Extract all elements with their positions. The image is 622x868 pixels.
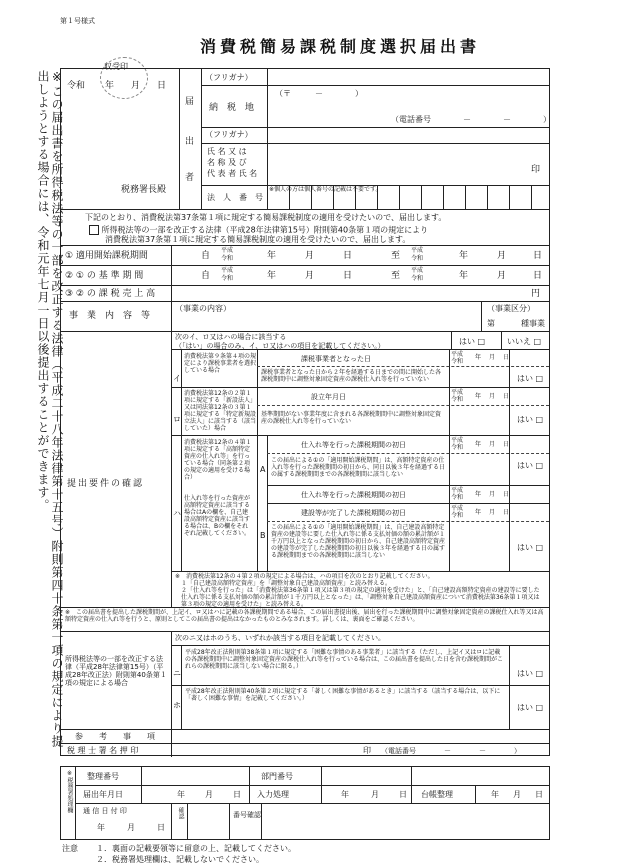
req-note-1: １「自己建設高額特定資産」を「調整対象自己建設高額資産」と読み替える。 [181, 580, 392, 587]
office-bumon: 部門番号 [261, 772, 293, 781]
name-label-2: 名 称 及 び [207, 158, 247, 167]
side-label-3: 者 [185, 173, 195, 183]
req-ha-a1: 仕入れ等を行った課税期間の初日 [301, 441, 406, 449]
business-shu: 種事業 [521, 319, 545, 328]
office-nyuryoku: 入力処理 [257, 790, 289, 799]
submit-date-year: 年 [105, 81, 115, 91]
office-kakunin: 確認 [177, 807, 184, 819]
form-number: 第１号様式 [60, 17, 95, 25]
phone-number[interactable]: （電話番号 － － ） [391, 115, 551, 124]
special-top: 次のニ又はホのうち、いずれか該当する項目を記載してください。 [175, 634, 385, 642]
req-i-reiwa: 令和 [451, 358, 464, 365]
office-use-frame [60, 766, 550, 840]
special-ho-text: 平成28年改正法附則第40条第２項に規定する「著しく困難な事情があるとき」に該当する（該当する場合は、以下に「著しく困難な事情」を記載してください。） [185, 688, 501, 702]
office-nyuryoku-y: 年 [341, 790, 349, 799]
row2-label: ② ① の 基 準 期 間 [65, 271, 144, 281]
req-ha-a1-heisei: 平成 [451, 437, 464, 444]
req-i-m: 月 [489, 354, 496, 361]
req-ha-b2-m: 月 [489, 509, 496, 516]
row1-m-2: 月 [497, 251, 507, 261]
req-i-a: 課税事業者となった日 [301, 355, 371, 363]
req-ha-b1-y: 年 [475, 491, 482, 498]
req-ro-reiwa: 令和 [451, 396, 464, 403]
row2-y-2: 年 [459, 271, 469, 281]
req-note-main: ※ 消費税法第12条の４第２項の規定による場合は、ハの項目を次のとおり記載してください。 [175, 573, 434, 580]
tax-accountant-phone[interactable]: （電話番号 － － ） [381, 747, 521, 755]
req-i-d: 日 [503, 354, 510, 361]
corp-number-note: ※個人の方は個人番号の記載は不要です。 [269, 186, 382, 193]
row1-d: 日 [343, 251, 353, 261]
req-top-yes[interactable]: はい □ [459, 337, 486, 346]
vertical-notice: ※この届出書を所得税法等の一部を改正する法律（平成二十八年法律第十五号）附則第四十条第一項の規定により提出しようとする場合には、令和元年七月一日以後提出することができます。 [36, 70, 64, 748]
furigana-label-name: （フリガナ） [205, 130, 253, 139]
office-nyuryoku-m: 月 [371, 790, 379, 799]
tax-accountant-seal: 印 [363, 746, 371, 755]
office-nengappi: 届出年月日 [83, 790, 123, 799]
req-ha-A: A [260, 465, 266, 474]
req-ha-b2: 建設等が完了した課税期間の初日 [301, 509, 406, 517]
postal-code[interactable]: （〒 － ） [275, 89, 363, 98]
req-ro-m: 月 [489, 393, 496, 400]
req-i-y: 年 [475, 354, 482, 361]
business-category-label: （事業区分） [487, 304, 535, 313]
req-ha-b3: この届出による①の「適用開始課税期間」は、自己建設高額特定資産の建設等に要した仕入れ等に係る支払対価の額の累計額が１千万円以上となった課税期間の初日から、自己建設高額特定資産の建設等が完了した課税期間の初日以後３年を経過する日の属する課税期間までの各課税期間に該当しない [271, 524, 446, 559]
req-i-yes[interactable]: はい □ [517, 374, 544, 383]
intro-checkbox[interactable] [89, 225, 99, 235]
req-ha-a1-reiwa: 令和 [451, 444, 464, 451]
office-bango: 番号確認 [233, 811, 261, 819]
req-ha-text: 消費税法第12条の４第１項に規定する「高額特定資産の仕入れ等」を行っている場合（同条第２項の規定の適用を受ける場合） [184, 439, 252, 481]
office-nengappi-y: 年 [177, 790, 185, 799]
req-top-no[interactable]: いいえ □ [507, 337, 542, 346]
document-title: 消費税簡易課税制度選択届出書 [199, 37, 480, 56]
row1-heisei-2: 平成 [411, 247, 424, 254]
special-ni-text: 平成28年改正法附則第38条第１項に規定する「困難な事情のある事業者」に該当する（ただし、上記イ又はロに記載の各課税期間中に調整対象固定資産の課税仕入れ等を行っている場合は、この届出書を提出した日を含む課税期間がこれらの課税期間に該当しない場合に限る。） [185, 649, 504, 670]
corp-number-label: 法 人 番 号 [207, 193, 263, 202]
row2-m: 月 [305, 271, 315, 281]
form-frame [60, 68, 550, 756]
req-ha-b1-reiwa: 令和 [451, 494, 464, 501]
req-ha-b1: 仕入れ等を行った課税期間の初日 [301, 491, 406, 499]
req-i-heisei: 平成 [451, 351, 464, 358]
office-use-vertical: ※税務署処理欄 [66, 770, 73, 813]
submit-date-day: 日 [157, 81, 167, 91]
row3-label: ③ ② の 課 税 売 上 高 [65, 289, 156, 299]
row1-label: ① 適用開始課税期間 [65, 251, 148, 261]
req-top-1: 次のイ、ロ又はハの場合に該当する [175, 333, 287, 341]
seal-mark: 印 [531, 165, 541, 175]
office-tsushin-m: 月 [127, 823, 135, 832]
office-tsushin: 通 信 日 付 印 [83, 807, 127, 815]
notes-2: ２．税務署処理欄は、記載しないでください。 [96, 855, 264, 864]
special-ni-yes[interactable]: はい □ [517, 669, 544, 678]
office-nyuryoku-d: 日 [399, 790, 407, 799]
req-ro-text: 消費税法第12条の２第１項に規定する「新設法人」又は同法第12条の３第１項に規定する「特定新規設立法人」に該当する（該当していた）場合 [184, 390, 257, 432]
submit-date-month: 月 [131, 81, 141, 91]
req-note-2: ２「仕入れ等を行った」は「消費税法第36条第１項又は第３項の規定の適用を受けた」と、「自己建設高額特定資産の建設等に要した仕入れ等に係る支払対価の額の累計額が１千万円以上となった」は、「調整対象自己建設高額資産について消費税法第36条第１項又は第３項の規定の適用を受けた」と読み替える。 [181, 587, 540, 608]
side-label-1: 届 [185, 97, 195, 107]
reference-label: 参 考 事 項 [75, 732, 155, 741]
tax-office-addressee: 税務署長殿 [121, 185, 167, 195]
name-label-3: 代 表 者 氏 名 [207, 169, 258, 178]
req-ha-a2: この届出による①の「適用開始課税期間」は、高額特定資産の仕入れ等を行った課税期間の初日から、同日以後３年を経過する日の属する課税期間までの各課税期間に該当しない [271, 457, 446, 478]
row2-reiwa-2: 令和 [411, 275, 424, 282]
office-seiri: 整理番号 [87, 772, 119, 781]
special-ni-mark: ニ [173, 669, 181, 678]
office-tsushin-d: 日 [157, 823, 165, 832]
notes-label: 注意 [62, 844, 78, 853]
req-ha-B: B [260, 531, 266, 540]
req-ro-a: 設立年月日 [311, 393, 346, 401]
req-ha-b2-y: 年 [475, 509, 482, 516]
row1-d-2: 日 [533, 251, 543, 261]
receipt-stamp-label: 収受印 [104, 62, 128, 71]
office-daicho-d: 日 [535, 790, 543, 799]
row1-from: 自 [201, 251, 211, 261]
req-i-b: 課税事業者となった日から２年を経過する日までの間に開始した各課税期間中に調整対象固定資産の課税仕入れ等を行っていない [261, 369, 442, 383]
req-ha-b1-m: 月 [489, 491, 496, 498]
business-label: 事 業 内 容 等 [69, 311, 151, 321]
intro-line-1: 下記のとおり、消費税法第37条第１項に規定する簡易課税制度の適用を受けたいので、届出します。 [85, 213, 447, 222]
row2-m-2: 月 [497, 271, 507, 281]
row1-y: 年 [267, 251, 277, 261]
req-ha-sub: 仕入れ等を行った資産が高額特定資産に該当する場合はAの欄を、自己建設高額特定資産に該当する場合は、Bの欄をそれぞれ記載してください。 [184, 495, 251, 537]
req-ro-mark: ロ [173, 415, 181, 424]
row2-heisei: 平成 [221, 267, 234, 274]
furigana-label-address: （フリガナ） [205, 73, 253, 82]
office-daicho-m: 月 [513, 790, 521, 799]
row1-to: 至 [391, 251, 401, 261]
req-label: 提出要件の確認 [67, 479, 145, 489]
intro-line-3: 消費税法第37条第１項に規定する簡易課税制度の適用を受けたいので、届出します。 [105, 235, 411, 244]
req-ha-a1-y: 年 [475, 441, 482, 448]
req-i-text: 消費税法第９条第４項の規定により課税事業者を選択している場合 [184, 353, 257, 374]
intro-line-2: 所得税法等の一部を改正する法律（平成28年法律第15号）附則第40条第１項の規定により [89, 225, 428, 235]
row1-reiwa-2: 令和 [411, 255, 424, 262]
req-ro-d: 日 [503, 393, 510, 400]
row2-y: 年 [267, 271, 277, 281]
req-ha-b2-heisei: 平成 [451, 505, 464, 512]
req-warning: ※ この届出書を提出した課税期間が、上記イ、ロ又はハに記載の各課税期間である場合、この届出書提出後、届出を行った課税期間中に調整対象固定資産の課税仕入れ等又は高額特定資産の仕入れ等を行うと、原則としてこの届出書の提出はなかったものとみなされます。詳しくは、裏面をご確認ください。 [65, 609, 544, 623]
office-nengappi-m: 月 [205, 790, 213, 799]
req-i-mark: イ [173, 374, 181, 383]
office-tsushin-y: 年 [97, 823, 105, 832]
notes-1: １．裏面の記載要領等に留意の上、記載してください。 [96, 844, 296, 853]
row2-heisei-2: 平成 [411, 267, 424, 274]
req-ha-b1-heisei: 平成 [451, 487, 464, 494]
req-ha-a-yes[interactable]: はい □ [517, 461, 544, 470]
business-dai: 第 [487, 319, 495, 328]
tax-accountant-label: 税 理 士 署 名 押 印 [67, 746, 139, 755]
office-nengappi-d: 日 [233, 790, 241, 799]
row1-heisei: 平成 [221, 247, 234, 254]
req-ro-y: 年 [475, 393, 482, 400]
special-ho-mark: ホ [173, 701, 181, 710]
req-top-2: （「はい」の場合のみ、イ、ロ又はハの項目を記載してください。） [175, 342, 385, 350]
req-ha-a1-d: 日 [503, 441, 510, 448]
row2-d: 日 [343, 271, 353, 281]
business-content-label: （事業の内容） [175, 304, 231, 313]
req-ha-b2-d: 日 [503, 509, 510, 516]
row2-to: 至 [391, 271, 401, 281]
req-ha-b2-reiwa: 令和 [451, 512, 464, 519]
req-ro-heisei: 平成 [451, 389, 464, 396]
name-label-1: 氏 名 又 は [207, 147, 247, 156]
row1-m: 月 [305, 251, 315, 261]
row2-reiwa: 令和 [221, 275, 234, 282]
row2-d-2: 日 [533, 271, 543, 281]
req-ha-b1-d: 日 [503, 491, 510, 498]
req-ro-b: 基準期間がない事業年度に含まれる各課税期間中に調整対象固定資産の課税仕入れ等を行っていない [261, 411, 442, 425]
special-label: 所得税法等の一部を改正する法律（平成28年法律第15号）（平成28年改正法）附則第40条第１項の規定による場合 [65, 655, 167, 687]
office-daicho: 台帳整理 [421, 790, 453, 799]
special-ho-yes[interactable]: はい □ [517, 703, 544, 712]
req-ha-mark: ハ [173, 509, 181, 518]
office-daicho-y: 年 [491, 790, 499, 799]
row3-yen: 円 [531, 289, 541, 299]
row1-y-2: 年 [459, 251, 469, 261]
side-label-2: 出 [185, 137, 195, 147]
row2-from: 自 [201, 271, 211, 281]
req-ro-yes[interactable]: はい □ [517, 415, 544, 424]
req-ha-b-yes[interactable]: はい □ [517, 543, 544, 552]
submit-date-era: 令和 [67, 81, 86, 91]
address-label: 納 税 地 [209, 103, 255, 113]
req-ha-a1-m: 月 [489, 441, 496, 448]
row1-reiwa: 令和 [221, 255, 234, 262]
